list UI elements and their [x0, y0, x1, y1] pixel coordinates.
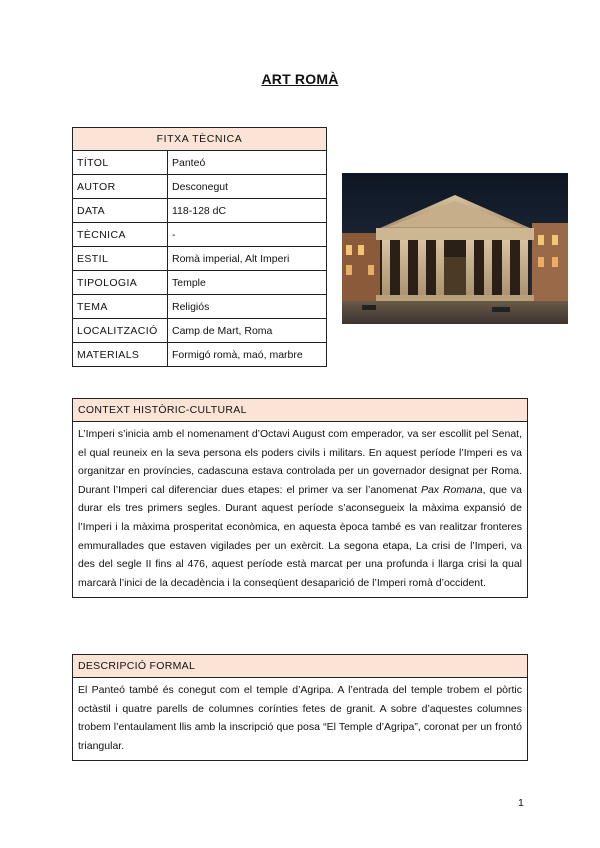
row-value: Panteó — [168, 151, 327, 175]
page-title: ART ROMÀ — [261, 71, 339, 87]
context-section — [72, 398, 528, 598]
context-header: CONTEXT HISTÒRIC-CULTURAL — [73, 399, 527, 422]
row-value: 118-128 dC — [168, 199, 327, 223]
row-label: LOCALITZACIÓ — [73, 319, 168, 343]
row-label: AUTOR — [73, 175, 168, 199]
row-value: Romà imperial, Alt Imperi — [168, 247, 327, 271]
row-label: ESTIL — [73, 247, 168, 271]
row-value: Formigó romà, maó, marbre — [168, 343, 327, 367]
fitxa-tecnica-table — [72, 127, 327, 367]
context-text — [73, 422, 527, 597]
row-value: - — [168, 223, 327, 247]
pantheon-photo — [342, 173, 568, 324]
formal-section — [72, 654, 528, 761]
row-label: TÍTOL — [73, 151, 168, 175]
table-row — [73, 151, 327, 175]
fitxa-header: FITXA TÈCNICA — [73, 128, 327, 151]
page-number: 1 — [518, 797, 524, 809]
row-value: Desconegut — [168, 175, 327, 199]
context-text-part: , que va durar els tres primers segles. Durant aquest període s’aconsegueix la màxima expansió de l’Imperi i la màxima prosperitat econòmica, en aquesta època també es van realitzar fronteres emmurallades que estaven vigilades per un exèrcit. La segona etapa, La crisi de l’Imperi, va des del segle II fins al 476, aquest període està marcat per una profunda i llarga crisi la qual marcarà l’inici de la decadència i la conseqüent desaparició de l’Imperi romà d’occident. — [78, 483, 522, 589]
context-emphasis: Pax Romana — [420, 483, 483, 496]
context-text-part: L’Imperi s’inicia amb el nomenament d’Octavi August com emperador, va ser escollit pel Senat, el qual reuneix en la seva persona els poders civils i militars. En aquest període l’Imperi es va organitzar en províncies, cadascuna estava controlada per un governador designat per Roma. Durant l’Imperi cal diferenciar dues etapes: el primer va ser l’anomenat — [78, 428, 522, 496]
table-row — [73, 175, 327, 199]
table-row — [73, 199, 327, 223]
row-label: MATERIALS — [73, 343, 168, 367]
table-row — [73, 295, 327, 319]
table-row — [73, 271, 327, 295]
table-row — [73, 319, 327, 343]
table-row — [73, 223, 327, 247]
row-value: Religiós — [168, 295, 327, 319]
formal-text: El Panteó també és conegut com el temple d’Agripa. A l’entrada del temple trobem el pòrtic octàstil i quatre parells de columnes corínties fetes de granit. A sobre d’aquestes columnes trobem l’entaulament llis amb la inscripció que posa “El Temple d’Agripa”, coronat per un frontó triangular. — [78, 684, 522, 752]
row-label: DATA — [73, 199, 168, 223]
table-row — [73, 247, 327, 271]
row-label: TÈCNICA — [73, 223, 168, 247]
table-row — [73, 343, 327, 367]
row-value: Temple — [168, 271, 327, 295]
row-label: TEMA — [73, 295, 168, 319]
formal-header: DESCRIPCIÓ FORMAL — [73, 655, 527, 678]
row-label: TIPOLOGIA — [73, 271, 168, 295]
row-value: Camp de Mart, Roma — [168, 319, 327, 343]
